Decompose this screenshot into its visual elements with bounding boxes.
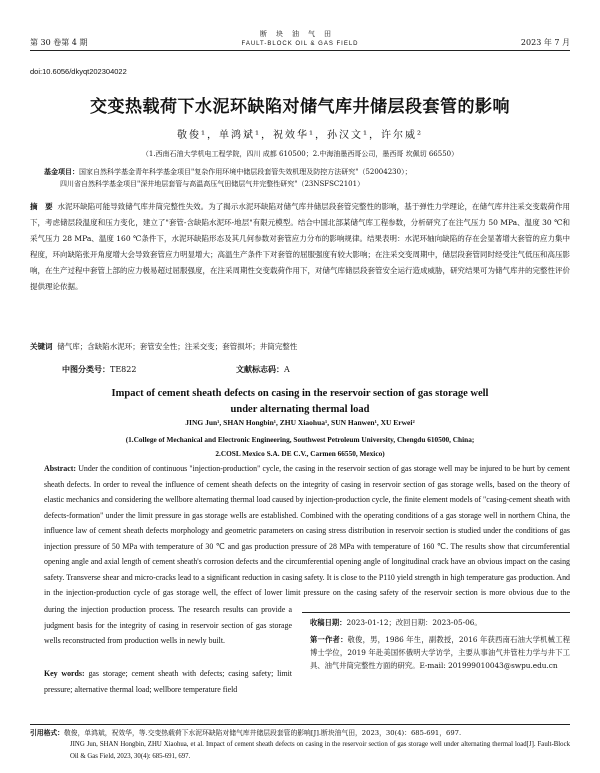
abstract-cn-text: 水泥环缺陷可能导致储气库井筒完整性失效。为了揭示水泥环缺陷对储气库井储层段套管完整性的影响，基于弹性力学理论，在储气库井注采交变载荷作用下，考虑储层段温度和压力变化，建立了"套管-含缺陷水泥环-地层"有限元模型。结合中国北部某储气库工程参数，分析研究了在注气压力 50 MPa、温度 30 ℃和采气压力 28 MPa、温度 160 ℃条件下，水泥环缺陷形态及其几何参数对套管应力分布的影响规律。结果表明：水泥环轴向缺陷的存在会显著增大套管的应力集中程度，环向缺陷张开角度增大会导致套管应力明显增大；高温生产条件下对套管的屈服强度有较大影响；在注采交变周期中，储层段套管同时经受注气低压和高压影响，在生产过程中套管上部的应力极易超过屈服强度，在注采周期性交变载荷作用下，对储气库储层段套管安全运行造成威胁，研究结果可为储气库井的完整性评价提供理论依据。 — [30, 202, 570, 291]
title-cn: 交变热载荷下水泥环缺陷对储气库井储层段套管的影响 — [90, 97, 510, 117]
keywords-en-label: Key words: — [44, 669, 85, 678]
citation — [30, 727, 570, 763]
journal-title-en: FAULT-BLOCK OIL & GAS FIELD — [241, 41, 359, 47]
keywords-cn-text: 储气库；含缺陷水泥环；套管安全性；注采交变；套管损坏；井筒完整性 — [57, 342, 298, 351]
doc-code-label: 文献标志码： — [236, 364, 284, 374]
doi: doi:10.6056/dkyqt202304022 — [30, 67, 127, 76]
funding-1: 国家自然科学基金青年科学基金项目"复杂作用环境中储层段套管失效机理及防控方法研究"（52004230）； — [79, 168, 412, 176]
clc-label: 中图分类号： — [62, 364, 110, 374]
abstract-en — [44, 461, 570, 602]
journal-volume: 第 30 卷第 4 期 — [30, 38, 88, 47]
funding — [44, 166, 556, 178]
keywords-cn-label: 关键词 — [30, 342, 53, 351]
clc — [62, 364, 136, 375]
citation-cn — [30, 727, 570, 739]
abstract-en-label: Abstract: — [44, 464, 76, 473]
keywords-cn — [30, 341, 570, 352]
affiliation-en-line-2: 2.COSL Mexico S.A. DE C.V., Carmen 66550, Mexico) — [215, 449, 385, 458]
doc-code-value: A — [284, 365, 290, 374]
title-en — [30, 386, 570, 418]
citation-cn-text: 敬俊，单鸿斌，祝效华，等.交变热载荷下水泥环缺陷对储气库井储层段套管的影响[J].断块油气田，2023，30(4)：685-691，697. — [63, 729, 462, 737]
keywords-en-text: gas storage; cement sheath with defects; casing safety; limit pressure; alternative thermal load; wellbore temperature field — [44, 669, 292, 694]
citation-en: JING Jun, SHAN Hongbin, ZHU Xiaohua, et al. Impact of cement sheath defects on casing in the reservoir section of gas storage well under alternating thermal load[J]. Fault-Block Oil & Gas Field, 2023, 30(4): 685-691, 697. — [70, 741, 570, 760]
received — [310, 616, 570, 629]
abstract-cn — [30, 199, 570, 295]
journal-date: 2023 年 7 月 — [520, 38, 570, 47]
footnote — [310, 616, 570, 672]
first-author-value: 敬俊，男，1986 年生，副教授，2016 年获西南石油大学机械工程博士学位，2019 年赴美国怀俄明大学访学，主要从事油气井管柱力学与井下工具、油气井筒完整性方面的研究。E-mail: 201999010043@swpu.edu.cn — [310, 635, 571, 670]
citation-label: 引用格式： — [30, 729, 64, 737]
abstract-en-continued: during the injection production process. The research results can provide a judgment basis for the integrity of casing in reservoir section of gas storage wells reconstructed from production wells in newly built. — [44, 605, 292, 645]
first-author-label: 第一作者： — [310, 635, 348, 644]
affiliation-cn: （1.西南石油大学机电工程学院，四川 成都 610500；2.中海油墨西哥公司，墨西哥 坎佩切 66550） — [141, 150, 459, 158]
title-en-line-1: Impact of cement sheath defects on casing in the reservoir section of gas storage well — [111, 388, 489, 399]
abstract-cn-label: 摘 要 — [30, 202, 53, 211]
title-en-line-2: under alternating thermal load — [230, 404, 370, 415]
citation-rule — [30, 724, 570, 725]
first-author — [310, 633, 570, 672]
clc-value: TE822 — [110, 365, 137, 374]
affiliation-en-line-1: (1.College of Mechanical and Electronic Engineering, Southwest Petroleum University, Chengdu 610500, China; — [125, 435, 475, 444]
keywords-en — [44, 666, 292, 697]
authors-en: JING Jun¹, SHAN Hongbin¹, ZHU Xiaohua¹, SUN Hanwen¹, XU Erwei² — [185, 418, 415, 427]
journal-title-cn: 断块油气田 — [260, 30, 340, 38]
doc-code — [236, 364, 290, 375]
received-value: 2023-01-12；改回日期：2023-05-06。 — [346, 618, 482, 627]
header-rule — [30, 50, 570, 51]
footnote-rule — [302, 612, 570, 613]
received-label: 收稿日期： — [310, 618, 347, 627]
funding-2: 四川省自然科学基金项目"深井地层套管与高温高压气田储层气井完整性研究"（23NSFSC2101） — [60, 180, 365, 188]
affiliation-en — [30, 433, 570, 461]
abstract-en-text: Under the condition of continuous "injection-production" cycle, the casing in the reservoir section of gas storage well may be injured to be hurt by cement sheath defects. In order to reveal the influence of cement sheath defects on the integrity of casing in reservoir section of gas storage wells, based on the theory of elastic mechanics and considering the wellbore alternating thermal load caused by injection-production cycle, the finite element models of "casing-cement sheath with defects-formation" under the limit pressure in gas storage wells are established. Combined with the operating conditions of a gas storage well in northern China, the influence law of cement sheath defects morphology and geometric parameters on casing stress distribution in reservoir section is studied under the conditions of gas injection pressure of 50 MPa with temperature of 30 ℃ and gas production pressure of 28 MPa with temperature of 160 ℃. The results show that circumferential opening angle and axial length of cement sheath's corrosion defects and the circumferential opening angle of longitudinal crack have an obvious impact on the casing safety. Transverse shear and micro-cracks lead to a significant reduction in casing safety. It is close to the P110 yield strength in high temperature gas production. And in the injection-production cycle of gas storage well, the effect of lower limit pressure on the casing safety of the reservoir section is more obvious due to the — [44, 464, 570, 597]
authors-cn: 敬俊¹，单鸿斌¹，祝效华¹，孙汉文¹，许尔威² — [176, 130, 424, 141]
funding-label: 基金项目： — [44, 167, 79, 176]
